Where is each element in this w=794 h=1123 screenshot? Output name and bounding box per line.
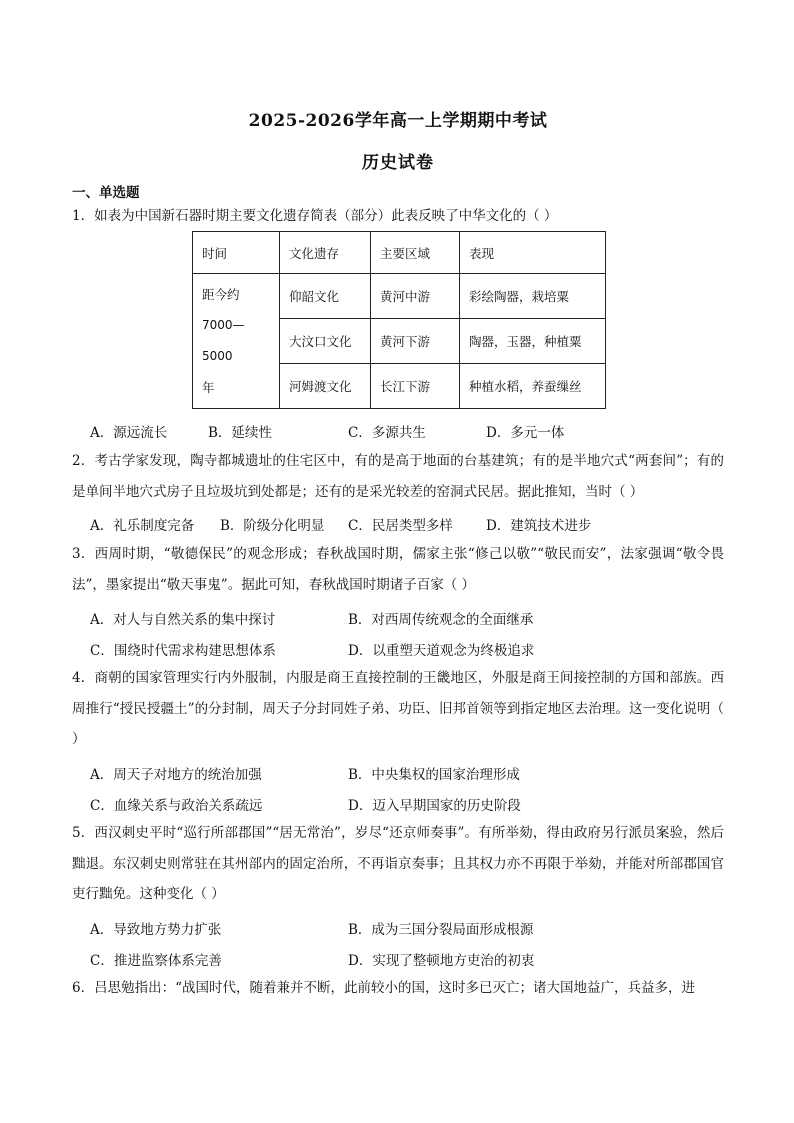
table-cell: 大汶口文化 [280, 319, 371, 364]
option-a: A．源远流长 [90, 425, 168, 441]
culture-table [192, 231, 606, 409]
option-c: C．推进监察体系完善 [90, 953, 222, 969]
table-header-region: 主要区域 [371, 232, 460, 274]
table-header-feature: 表现 [460, 232, 606, 274]
option-d: D．迈入早期国家的历史阶段 [348, 798, 521, 814]
table-time-cell [193, 274, 280, 409]
exam-title: 2025-2026学年高一上学期期中考试 [248, 111, 548, 131]
table-cell: 彩绘陶器，栽培粟 [460, 274, 606, 319]
option-c: C．围绕时代需求构建思想体系 [90, 643, 276, 659]
table-header-culture: 文化遗存 [280, 232, 371, 274]
question-6-stem: 6．吕思勉指出：“战国时代，随着兼并不断，此前较小的国，这时多已灭亡；诸大国地益广，兵益多，进 [72, 980, 695, 996]
question-4-stem: 4．商朝的国家管理实行内外服制，内服是商王直接控制的王畿地区，外服是商王间接控制的方国和部族。西周推行“授民授疆土”的分封制，周天子分封同姓子弟、功臣、旧邦首领等到指定地区去治理。这一变化说明（ ） [72, 670, 724, 747]
option-b: B．中央集权的国家治理形成 [348, 767, 520, 783]
table-cell: 种植水稻，养蚕缫丝 [460, 364, 606, 409]
table-cell: 黄河中游 [371, 274, 460, 319]
question-3-stem: 3．西周时期，“敬德保民”的观念形成；春秋战国时期，儒家主张“修己以敬”“敬民而安”，法家强调“敬令畏法”，墨家提出“敬天事鬼”。据此可知，春秋战国时期诸子百家（ ） [72, 546, 724, 593]
option-c: C．民居类型多样 [348, 518, 453, 534]
table-cell: 陶器，玉器，种植粟 [460, 319, 606, 364]
table-cell: 河姆渡文化 [280, 364, 371, 409]
option-c: C．血缘关系与政治关系疏远 [90, 798, 263, 814]
option-c: C．多源共生 [348, 425, 426, 441]
table-cell: 长江下游 [371, 364, 460, 409]
question-5-stem: 5．西汉刺史平时“巡行所部郡国”“居无常治”，岁尽“还京师奏事”。有所举劾，得由政府另行派员案验，然后黜退。东汉刺史则常驻在其州部内的固定治所，不再诣京奏事；且其权力亦不再限于举劾，并能对所部郡国官吏行黜免。这种变化（ ） [72, 825, 724, 902]
option-d: D．实现了整顿地方吏治的初衷 [348, 953, 535, 969]
table-header-time: 时间 [193, 232, 280, 274]
table-cell: 黄河下游 [371, 319, 460, 364]
option-b: B．延续性 [208, 425, 272, 441]
option-a: A．礼乐制度完备 [90, 518, 195, 534]
option-b: B．对西周传统观念的全面继承 [348, 612, 534, 628]
question-2-stem: 2．考古学家发现，陶寺都城遗址的住宅区中，有的是高于地面的台基建筑；有的是半地穴式“两套间”；有的是单间半地穴式房子且垃圾坑到处都是；还有的是采光较差的窑洞式民居。据此推知，当时（ ） [72, 453, 724, 500]
table-cell: 仰韶文化 [280, 274, 371, 319]
option-a: A．导致地方势力扩张 [90, 922, 222, 938]
option-b: B．成为三国分裂局面形成根源 [348, 922, 534, 938]
section-heading: 一、单选题 [72, 185, 140, 201]
option-a: A．对人与自然关系的集中探讨 [90, 612, 276, 628]
exam-subtitle: 历史试卷 [362, 153, 434, 173]
option-d: D．以重塑天道观念为终极追求 [348, 643, 535, 659]
time-line-2: 7000—5000 [202, 318, 245, 363]
time-line-1: 距今约 [202, 287, 240, 302]
time-line-3: 年 [202, 380, 215, 395]
option-b: B．阶级分化明显 [220, 518, 325, 534]
option-d: D．多元一体 [486, 425, 565, 441]
question-1-stem: 1．如表为中国新石器时期主要文化遗存简表（部分）此表反映了中华文化的（ ） [72, 208, 558, 224]
option-a: A．周天子对地方的统治加强 [90, 767, 262, 783]
option-d: D．建筑技术进步 [486, 518, 592, 534]
